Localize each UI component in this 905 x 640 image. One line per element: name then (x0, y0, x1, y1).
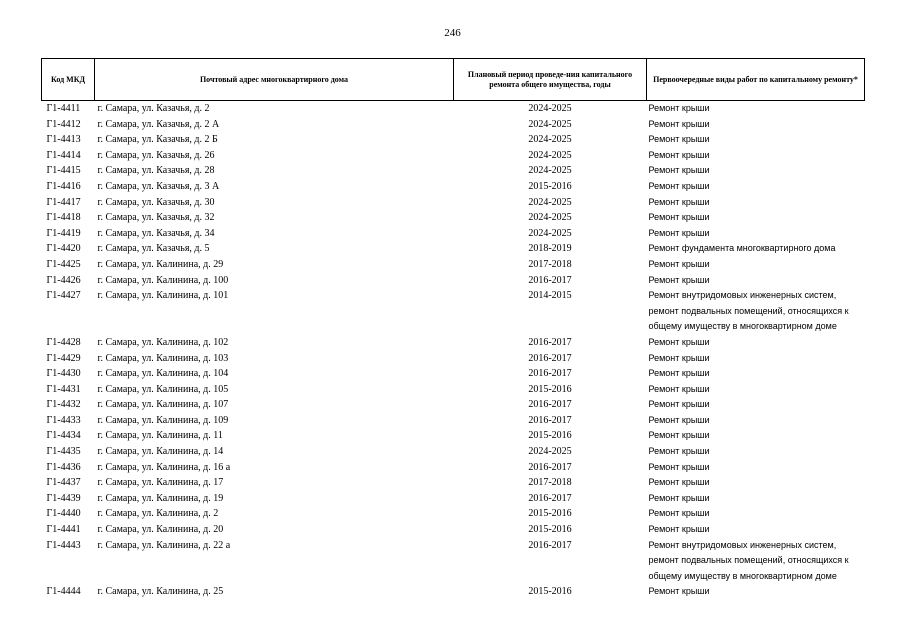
table-row (42, 506, 865, 522)
table-row (42, 148, 865, 164)
table-row (42, 288, 865, 335)
cell-code: Г1-4411 (46, 103, 81, 114)
cell-address: г. Самара, ул. Калинина, д. 2 (97, 508, 219, 520)
cell-works: Ремонт крыши (648, 399, 710, 410)
cell-code: Г1-4428 (46, 336, 81, 348)
cell-period: 2015-2016 (528, 383, 572, 395)
cell-works: Ремонт крыши (648, 368, 710, 379)
cell-code: Г1-4419 (46, 227, 81, 239)
table-row (42, 273, 865, 289)
cell-code: Г1-4427 (46, 290, 81, 302)
cell-code: Г1-4415 (46, 165, 81, 177)
cell-code: Г1-4431 (46, 383, 81, 395)
table-row (42, 210, 865, 226)
cell-works: Ремонт крыши (648, 227, 710, 238)
cell-code: Г1-4432 (46, 399, 81, 411)
cell-works: Ремонт крыши (648, 430, 710, 441)
table-row (42, 226, 865, 242)
cell-works: Ремонт крыши (648, 524, 710, 535)
cell-code: Г1-4444 (46, 586, 81, 598)
cell-period: 2016-2017 (528, 368, 572, 380)
cell-works: Ремонт крыши (648, 508, 710, 519)
housing-register-table (41, 58, 865, 600)
table-row (42, 101, 865, 117)
cell-works: Ремонт крыши (648, 212, 710, 223)
cell-works: Ремонт крыши (648, 492, 710, 503)
cell-period: 2014-2015 (528, 290, 572, 302)
table-body (42, 101, 865, 601)
table-row (42, 382, 865, 398)
table-row (42, 444, 865, 460)
cell-address: г. Самара, ул. Казачья, д. 28 (97, 165, 215, 177)
cell-period: 2024-2025 (528, 212, 572, 224)
cell-address: г. Самара, ул. Калинина, д. 102 (97, 336, 229, 348)
cell-address: г. Самара, ул. Калинина, д. 104 (97, 368, 229, 380)
cell-works: Ремонт крыши (648, 477, 710, 488)
table-row (42, 491, 865, 507)
cell-works: Ремонт крыши (648, 336, 710, 347)
cell-code: Г1-4416 (46, 180, 81, 192)
cell-code: Г1-4441 (46, 524, 81, 536)
cell-code: Г1-4412 (46, 118, 81, 130)
cell-code: Г1-4436 (46, 461, 81, 473)
cell-address: г. Самара, ул. Казачья, д. 30 (97, 196, 215, 208)
cell-address: г. Самара, ул. Калинина, д. 29 (97, 258, 224, 270)
table-row (42, 522, 865, 538)
cell-works: Ремонт крыши (648, 274, 710, 285)
cell-period: 2017-2018 (528, 477, 572, 489)
cell-period: 2016-2017 (528, 414, 572, 426)
cell-period: 2016-2017 (528, 352, 572, 364)
cell-works: Ремонт крыши (648, 118, 710, 129)
cell-period: 2016-2017 (528, 399, 572, 411)
table-row (42, 241, 865, 257)
header-address: Почтовый адрес многоквартирного дома (95, 59, 454, 101)
cell-period: 2024-2025 (528, 103, 572, 114)
table-row (42, 351, 865, 367)
cell-works: Ремонт крыши (648, 352, 710, 363)
cell-address: г. Самара, ул. Казачья, д. 2 А (97, 118, 220, 130)
cell-period: 2024-2025 (528, 134, 572, 146)
cell-works: Ремонт крыши (648, 103, 710, 113)
table-row (42, 179, 865, 195)
cell-code: Г1-4418 (46, 212, 81, 224)
cell-works: Ремонт крыши (648, 461, 710, 472)
table-row (42, 163, 865, 179)
cell-period: 2015-2016 (528, 524, 572, 536)
cell-address: г. Самара, ул. Калинина, д. 20 (97, 524, 224, 536)
cell-period: 2016-2017 (528, 336, 572, 348)
cell-period: 2024-2025 (528, 446, 572, 458)
cell-address: г. Самара, ул. Казачья, д. 3 А (97, 180, 220, 192)
cell-period: 2015-2016 (528, 430, 572, 442)
cell-address: г. Самара, ул. Казачья, д. 34 (97, 227, 215, 239)
cell-works: Ремонт внутридомовых инженерных систем, ремонт подвальных помещений, относящихся к общему имуществу в многоквартирном доме (648, 290, 849, 332)
cell-period: 2024-2025 (528, 165, 572, 177)
cell-address: г. Самара, ул. Калинина, д. 19 (97, 492, 224, 504)
cell-address: г. Самара, ул. Калинина, д. 11 (97, 430, 223, 442)
header-works: Первоочередные виды работ по капитальному ремонту* (647, 59, 865, 101)
cell-address: г. Самара, ул. Калинина, д. 16 а (97, 461, 231, 473)
cell-code: Г1-4443 (46, 539, 81, 551)
cell-period: 2015-2016 (528, 508, 572, 520)
cell-code: Г1-4413 (46, 134, 81, 146)
header-code: Код МКД (42, 59, 95, 101)
table-row (42, 132, 865, 148)
table-row (42, 538, 865, 585)
cell-works: Ремонт внутридомовых инженерных систем, ремонт подвальных помещений, относящихся к общему имуществу в многоквартирном доме (648, 539, 849, 581)
cell-period: 2016-2017 (528, 274, 572, 286)
cell-code: Г1-4417 (46, 196, 81, 208)
cell-address: г. Самара, ул. Калинина, д. 17 (97, 477, 224, 489)
header-period: Плановый период проведе-ния капитального ремонта общего имущества, годы (454, 59, 647, 101)
table-row (42, 428, 865, 444)
cell-period: 2024-2025 (528, 227, 572, 239)
table-row (42, 195, 865, 211)
cell-period: 2016-2017 (528, 539, 572, 551)
cell-address: г. Самара, ул. Калинина, д. 14 (97, 446, 224, 458)
table-row (42, 460, 865, 476)
cell-period: 2016-2017 (528, 492, 572, 504)
table-row (42, 366, 865, 382)
cell-code: Г1-4425 (46, 258, 81, 270)
table-header (42, 59, 865, 101)
table-row (42, 413, 865, 429)
cell-address: г. Самара, ул. Калинина, д. 22 а (97, 539, 231, 551)
cell-code: Г1-4434 (46, 430, 81, 442)
cell-address: г. Самара, ул. Калинина, д. 101 (97, 290, 229, 302)
cell-code: Г1-4426 (46, 274, 81, 286)
cell-period: 2024-2025 (528, 149, 572, 161)
table-row (42, 257, 865, 273)
cell-code: Г1-4437 (46, 477, 81, 489)
cell-address: г. Самара, ул. Калинина, д. 105 (97, 383, 229, 395)
cell-address: г. Самара, ул. Калинина, д. 100 (97, 274, 229, 286)
cell-address: г. Самара, ул. Казачья, д. 2 (97, 103, 210, 114)
cell-works: Ремонт крыши (648, 414, 710, 425)
cell-address: г. Самара, ул. Казачья, д. 2 Б (97, 134, 218, 146)
cell-address: г. Самара, ул. Калинина, д. 107 (97, 399, 229, 411)
table-row (42, 584, 865, 600)
cell-works: Ремонт крыши (648, 446, 710, 457)
cell-period: 2016-2017 (528, 461, 572, 473)
table-row (42, 117, 865, 133)
table-row (42, 335, 865, 351)
cell-code: Г1-4433 (46, 414, 81, 426)
cell-works: Ремонт крыши (648, 196, 710, 207)
page-number: 246 (444, 27, 461, 39)
cell-code: Г1-4439 (46, 492, 81, 504)
cell-period: 2018-2019 (528, 243, 572, 255)
cell-period: 2024-2025 (528, 196, 572, 208)
cell-period: 2017-2018 (528, 258, 572, 270)
cell-works: Ремонт крыши (648, 258, 710, 269)
cell-period: 2015-2016 (528, 586, 572, 598)
cell-works: Ремонт крыши (648, 165, 710, 176)
table-row (42, 475, 865, 491)
cell-address: г. Самара, ул. Калинина, д. 103 (97, 352, 229, 364)
cell-address: г. Самара, ул. Казачья, д. 26 (97, 149, 215, 161)
cell-period: 2015-2016 (528, 180, 572, 192)
table-row (42, 397, 865, 413)
cell-works: Ремонт крыши (648, 149, 710, 160)
cell-works: Ремонт крыши (648, 180, 710, 191)
cell-works: Ремонт фундамента многоквартирного дома (648, 243, 836, 254)
cell-address: г. Самара, ул. Калинина, д. 109 (97, 414, 229, 426)
cell-code: Г1-4420 (46, 243, 81, 255)
cell-code: Г1-4429 (46, 352, 81, 364)
cell-period: 2024-2025 (528, 118, 572, 130)
cell-code: Г1-4435 (46, 446, 81, 458)
cell-works: Ремонт крыши (648, 134, 710, 145)
cell-address: г. Самара, ул. Казачья, д. 5 (97, 243, 210, 255)
cell-works: Ремонт крыши (648, 586, 710, 597)
cell-works: Ремонт крыши (648, 383, 710, 394)
cell-address: г. Самара, ул. Казачья, д. 32 (97, 212, 215, 224)
cell-code: Г1-4430 (46, 368, 81, 380)
cell-code: Г1-4440 (46, 508, 81, 520)
cell-address: г. Самара, ул. Калинина, д. 25 (97, 586, 224, 598)
cell-code: Г1-4414 (46, 149, 81, 161)
